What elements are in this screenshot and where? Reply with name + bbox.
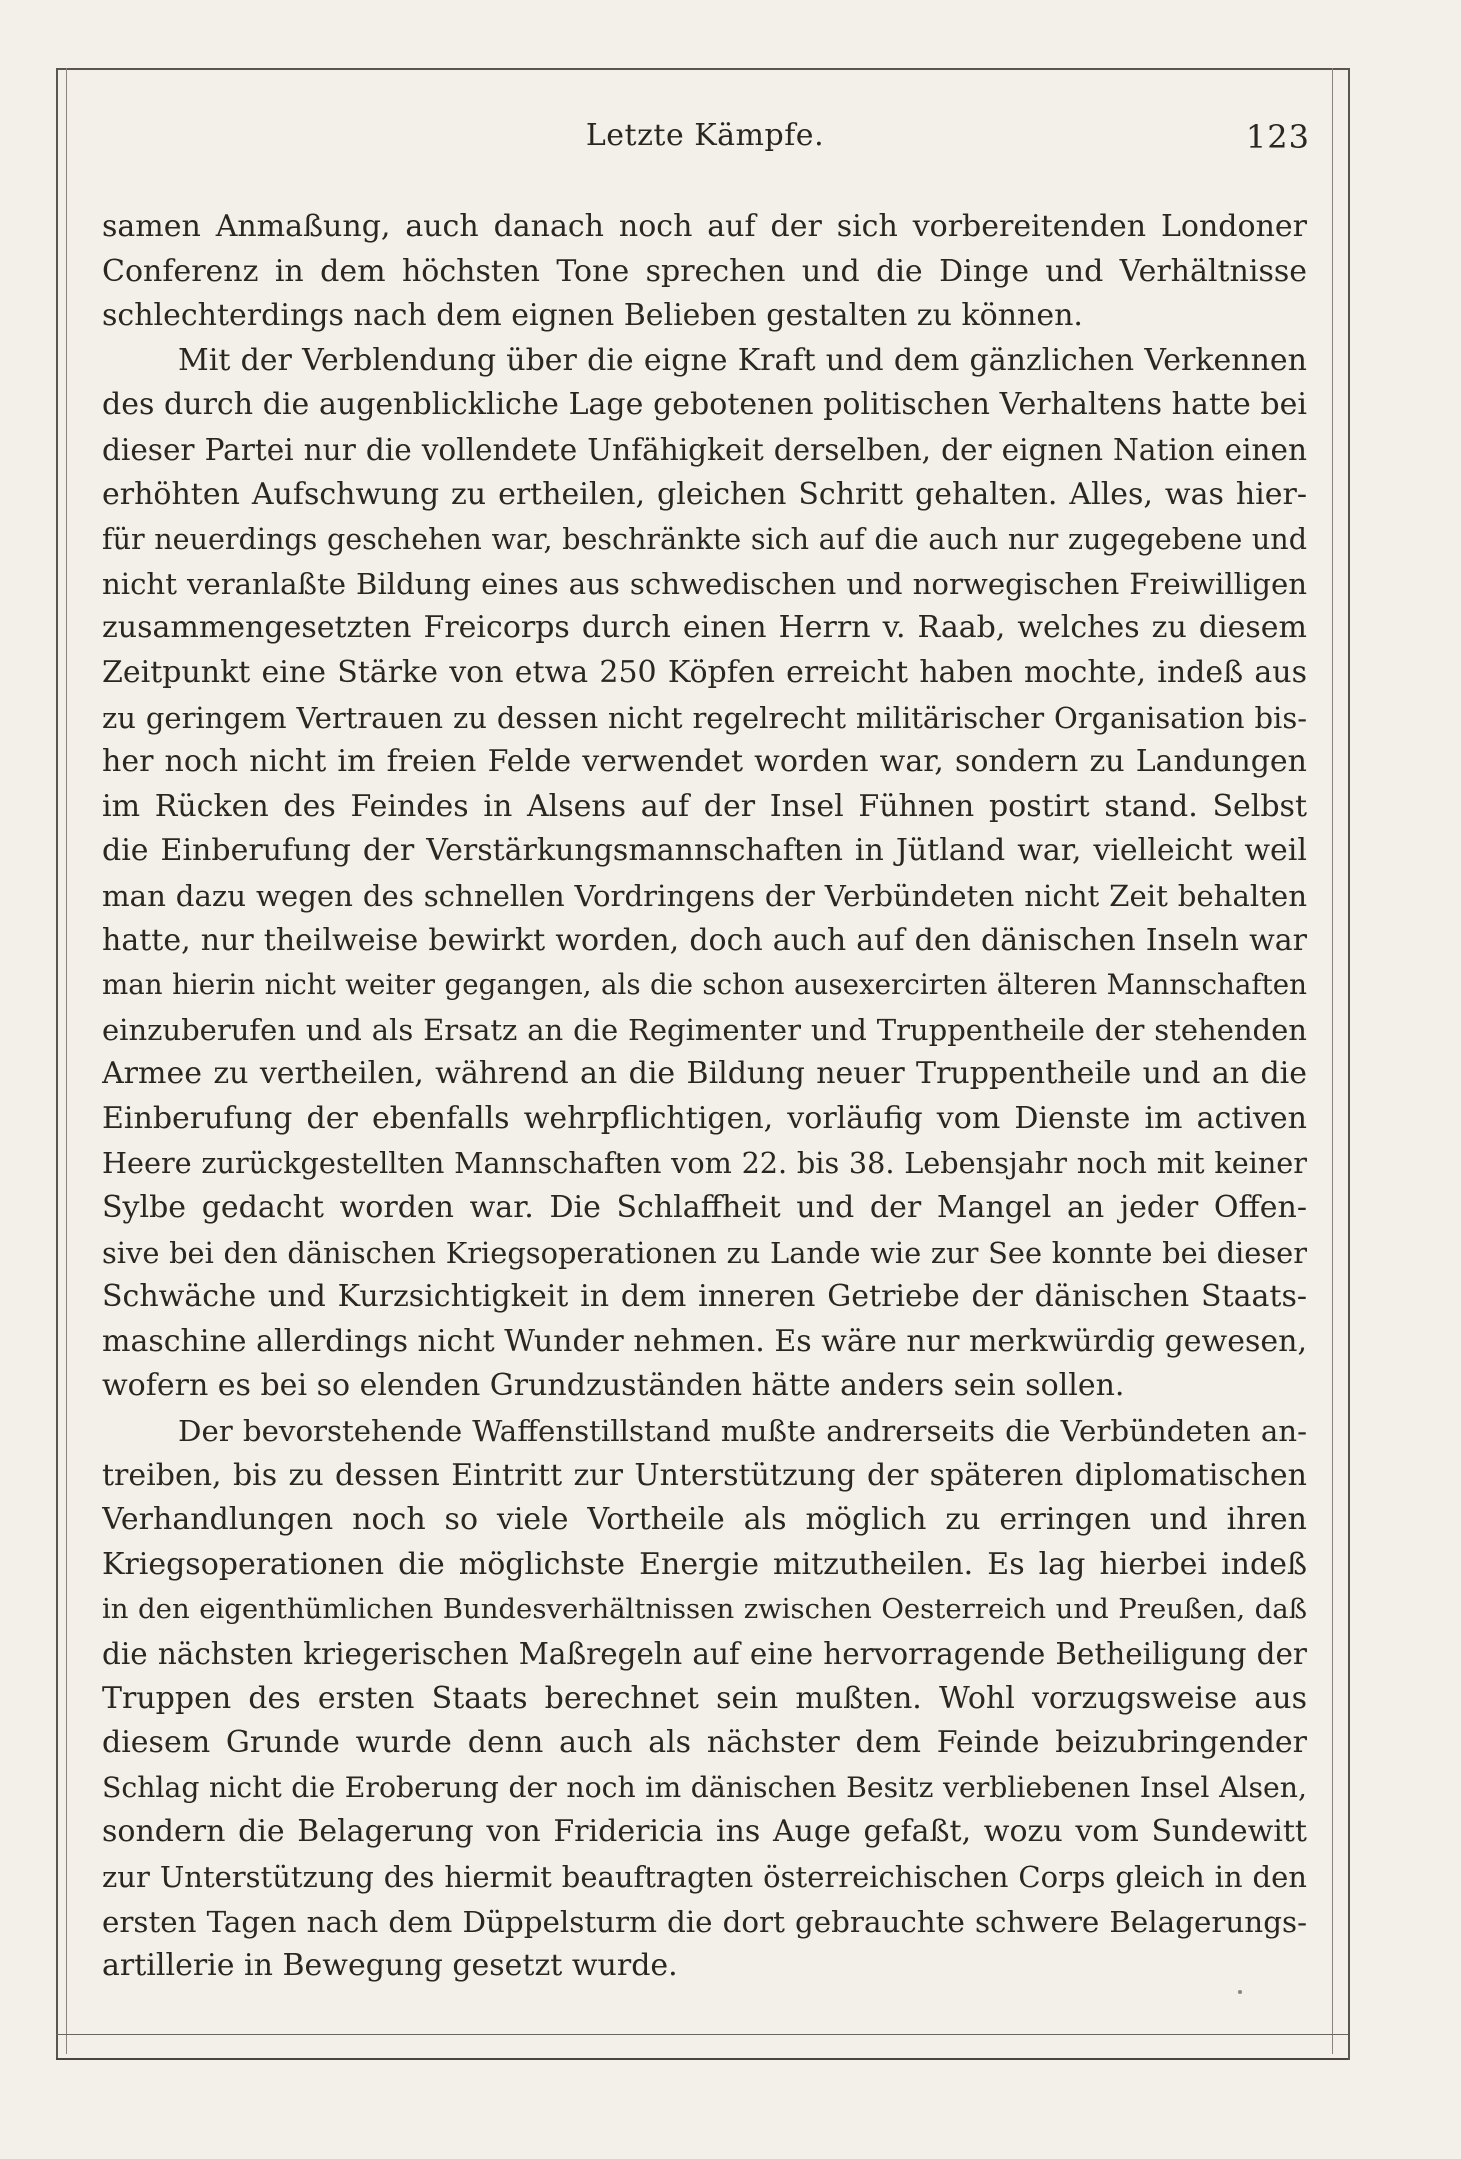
text-line: die nächsten kriegerischen Maßregeln auf eine hervorragende Betheiligung der	[102, 1637, 1307, 1671]
bottom-rule-thin	[56, 2034, 1348, 2035]
text-line: einzuberufen und als Ersatz an die Regimenter und Truppentheile der stehenden	[102, 1012, 1307, 1047]
paper-speck	[1238, 1990, 1242, 1994]
text-line: diesem Grunde wurde denn auch als nächster dem Feinde beizubringender	[102, 1725, 1307, 1761]
text-line: maschine allerdings nicht Wunder nehmen. Es wäre nur merkwürdig gewesen,	[102, 1323, 1307, 1359]
text-line: in den eigenthümlichen Bundesverhältnissen zwischen Oesterreich und Preußen, daß	[102, 1593, 1307, 1626]
text-line: Sylbe gedacht worden war. Die Schlaffheit und der Mangel an jeder Offen-	[102, 1190, 1307, 1226]
text-line: zur Unterstützung des hiermit beauftragten österreichischen Corps gleich in den	[102, 1859, 1307, 1894]
text-line: erhöhten Aufschwung zu ertheilen, gleichen Schritt gehalten. Alles, was hier-	[102, 476, 1307, 512]
text-line: treiben, bis zu dessen Eintritt zur Unterstützung der späteren diplomatischen	[102, 1457, 1307, 1493]
text-line: Armee zu vertheilen, während an die Bildung neuer Truppentheile und an die	[102, 1056, 1307, 1092]
text-line: im Rücken des Feindes in Alsens auf der Insel Fühnen postirt stand. Selbst	[102, 788, 1307, 824]
text-line: Verhandlungen noch so viele Vortheile als möglich zu erringen und ihren	[102, 1502, 1307, 1538]
text-line: Der bevorstehende Waffenstillstand mußte andrerseits die Verbündeten an-	[178, 1414, 1307, 1449]
text-line: zu geringem Vertrauen zu dessen nicht regelrecht militärischer Organisation bis-	[102, 700, 1307, 735]
text-line: Einberufung der ebenfalls wehrpflichtigen, vorläufig vom Dienste im activen	[102, 1100, 1307, 1136]
text-line: sive bei den dänischen Kriegsoperationen zu Lande wie zur See konnte bei dieser	[102, 1235, 1307, 1270]
paragraph-3	[102, 1409, 1307, 1989]
text-line: Schwäche und Kurzsichtigkeit in dem inneren Getriebe der dänischen Staats-	[102, 1279, 1307, 1315]
text-line: man dazu wegen des schnellen Vordringens der Verbündeten nicht Zeit behalten	[102, 878, 1307, 913]
paragraph-1	[102, 205, 1307, 339]
text-line: sondern die Belagerung von Fridericia ins Auge gefaßt, wozu vom Sundewitt	[102, 1814, 1307, 1850]
text-line: Zeitpunkt eine Stärke von etwa 250 Köpfen erreicht haben mochte, indeß aus	[102, 654, 1307, 690]
text-line: nicht veranlaßte Bildung eines aus schwedischen und norwegischen Freiwilligen	[102, 566, 1307, 601]
text-line: hatte, nur theilweise bewirkt worden, doch auch auf den dänischen Inseln war	[102, 922, 1307, 958]
text-line: Mit der Verblendung über die eigne Kraft und dem gänzlichen Verkennen	[178, 342, 1307, 378]
text-line: her noch nicht im freien Felde verwendet worden war, sondern zu Landungen	[102, 744, 1307, 780]
page-header	[100, 118, 1310, 168]
text-line: Truppen des ersten Staats berechnet sein mußten. Wohl vorzugsweise aus	[102, 1680, 1307, 1716]
body-text	[102, 205, 1307, 1989]
running-head: Letzte Kämpfe.	[585, 118, 825, 153]
text-line: zusammengesetzten Freicorps durch einen Herrn v. Raab, welches zu diesem	[102, 610, 1307, 646]
text-line: Kriegsoperationen die möglichste Energie mitzutheilen. Es lag hierbei indeß	[102, 1546, 1307, 1582]
bottom-rule-thick	[56, 2058, 1348, 2060]
text-line: Schlag nicht die Eroberung der noch im dänischen Besitz verbliebenen Insel Alsen,	[102, 1770, 1307, 1804]
page-number: 123	[1245, 118, 1310, 156]
text-line: ersten Tagen nach dem Düppelsturm die dort gebrauchte schwere Belagerungs-	[102, 1904, 1307, 1939]
paragraph-2	[102, 339, 1307, 1409]
text-line: wofern es bei so elenden Grundzuständen hätte anders sein sollen.	[102, 1368, 1125, 1404]
text-line: samen Anmaßung, auch danach noch auf der sich vorbereitenden Londoner	[102, 209, 1307, 244]
text-line: man hierin nicht weiter gegangen, als die schon ausexercirten älteren Mannschaften	[102, 968, 1307, 1002]
text-line: artillerie in Bewegung gesetzt wurde.	[102, 1948, 678, 1984]
text-line: Conferenz in dem höchsten Tone sprechen und die Dinge und Verhältnisse	[102, 253, 1307, 289]
text-line: für neuerdings geschehen war, beschränkte sich auf die auch nur zugegebene und	[102, 522, 1307, 557]
text-line: dieser Partei nur die vollendete Unfähigkeit derselben, der eignen Nation einen	[102, 432, 1307, 467]
text-line: die Einberufung der Verstärkungsmannschaften in Jütland war, vielleicht weil	[102, 833, 1307, 869]
text-line: des durch die augenblickliche Lage gebotenen politischen Verhaltens hatte bei	[102, 387, 1307, 423]
text-line: Heere zurückgestellten Mannschaften vom 22. bis 38. Lebensjahr noch mit keiner	[102, 1146, 1307, 1181]
text-line: schlechterdings nach dem eignen Belieben gestalten zu können.	[102, 298, 1083, 334]
